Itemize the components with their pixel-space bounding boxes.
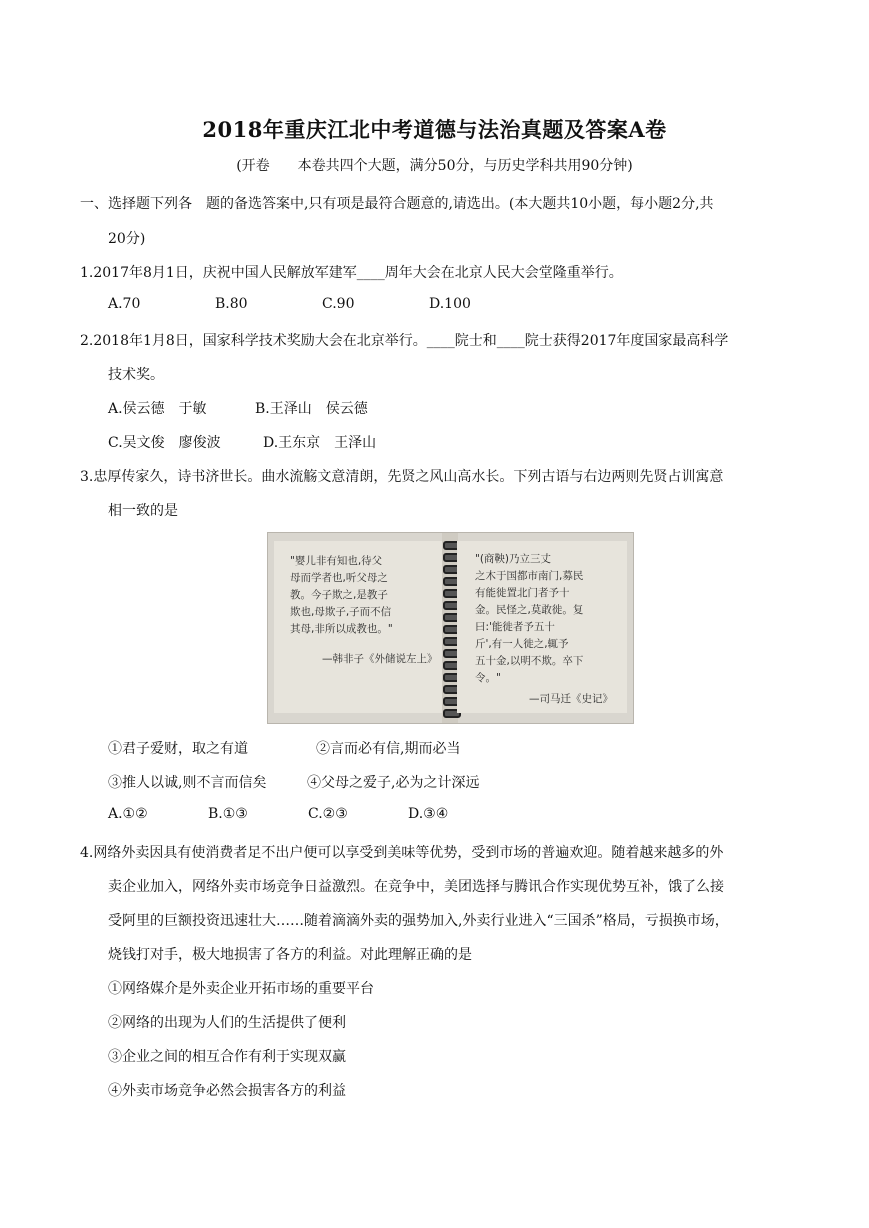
left-page-source: —韩非子《外储说左上》 [322, 653, 438, 665]
q4-item-2: ②网络的出现为人们的生活提供了便利 [108, 1015, 346, 1031]
q4-item-3: ③企业之间的相互合作有利于实现双赢 [108, 1049, 346, 1065]
left-page-quote: "婴儿非有知也,待父 母而学者也,听父母之 教。今子欺之,是教子 欺也,母欺子,子而不信 其母,非所以成教也。" [290, 555, 393, 635]
q3-option-b: B.①③ [208, 806, 248, 822]
q3-option-c: C.②③ [308, 806, 348, 822]
question-4-stem-cont-2: 受阿里的巨额投资迅速壮大……随着滴滴外卖的强势加入,外卖行业进入“三国杀”格局，亏损换市场， [108, 913, 729, 929]
document-title: 2018年重庆江北中考道德与法治真题及答案A卷 [202, 117, 667, 142]
q3-item-4: ④父母之爱子,必为之计深远 [307, 775, 480, 791]
question-4-stem: 4.网络外卖因具有使消费者足不出户便可以享受到美味等优势，受到市场的普遍欢迎。随着越来越多的外 [80, 845, 724, 861]
q1-option-d: D.100 [429, 296, 471, 312]
document-subtitle: (开卷 本卷共四个大题，满分50分，与历史学科共用90分钟) [236, 158, 633, 174]
question-4-stem-cont-1: 卖企业加入，网络外卖市场竞争日益激烈。在竞争中，美团选择与腾讯合作实现优势互补，饿了么接 [108, 879, 724, 895]
q1-option-a: A.70 [108, 296, 141, 312]
q3-option-d: D.③④ [408, 806, 449, 822]
question-3-stem: 3.忠厚传家久，诗书济世长。曲水流觞文意清朗，先贤之风山高水长。下列古语与右边两则先贤占训寓意 [80, 469, 724, 485]
question-2-stem-cont: 技术奖。 [108, 367, 164, 383]
q4-item-1: ①网络媒介是外卖企业开拓市场的重要平台 [108, 981, 374, 997]
notebook-left-page [274, 541, 444, 713]
q3-option-a: A.①② [108, 806, 148, 822]
q1-option-b: B.80 [215, 296, 248, 312]
q2-option-c: C.吴文俊 廖俊波 [108, 435, 221, 451]
q3-item-1: ①君子爱财，取之有道 [108, 741, 248, 757]
q1-option-c: C.90 [322, 296, 355, 312]
q2-option-b: B.王泽山 侯云德 [255, 401, 368, 417]
notebook-right-page [457, 541, 627, 713]
notebook-illustration [267, 532, 634, 724]
q4-item-4: ④外卖市场竞争必然会损害各方的利益 [108, 1083, 346, 1099]
section-heading-cont: 20分) [108, 231, 146, 247]
q3-item-3: ③推人以诚,则不言而信矣 [108, 775, 267, 791]
q2-option-a: A.侯云德 于敏 [108, 401, 207, 417]
question-2-stem: 2.2018年1月8日，国家科学技术奖励大会在北京举行。____院士和____院士获得2017年度国家最高科学 [80, 333, 729, 349]
question-3-stem-cont: 相一致的是 [108, 503, 178, 519]
right-page-quote: "(商鞅)乃立三丈 之木于国都市南门,募民 有能徙置北门者予十 金。民怪之,莫敢徙。复 曰:'能徙者予五十 斤',有一人徙之,辄予 五十金,以明不欺。卒下 令。" [475, 553, 584, 684]
question-1-stem: 1.2017年8月1日，庆祝中国人民解放军建军____周年大会在北京人民大会堂隆重举行。 [80, 265, 623, 281]
section-heading: 一、选择题下列各 题的备选答案中,只有项是最符合题意的,请选出。(本大题共10小题，每小题2分,共 [80, 196, 714, 212]
right-page-source: —司马迁《史记》 [529, 693, 613, 705]
q2-option-d: D.王东京 王泽山 [263, 435, 377, 451]
q3-item-2: ②言而必有信,期而必当 [316, 741, 461, 757]
question-4-stem-cont-3: 烧钱打对手，极大地损害了各方的利益。对此理解正确的是 [108, 947, 472, 963]
